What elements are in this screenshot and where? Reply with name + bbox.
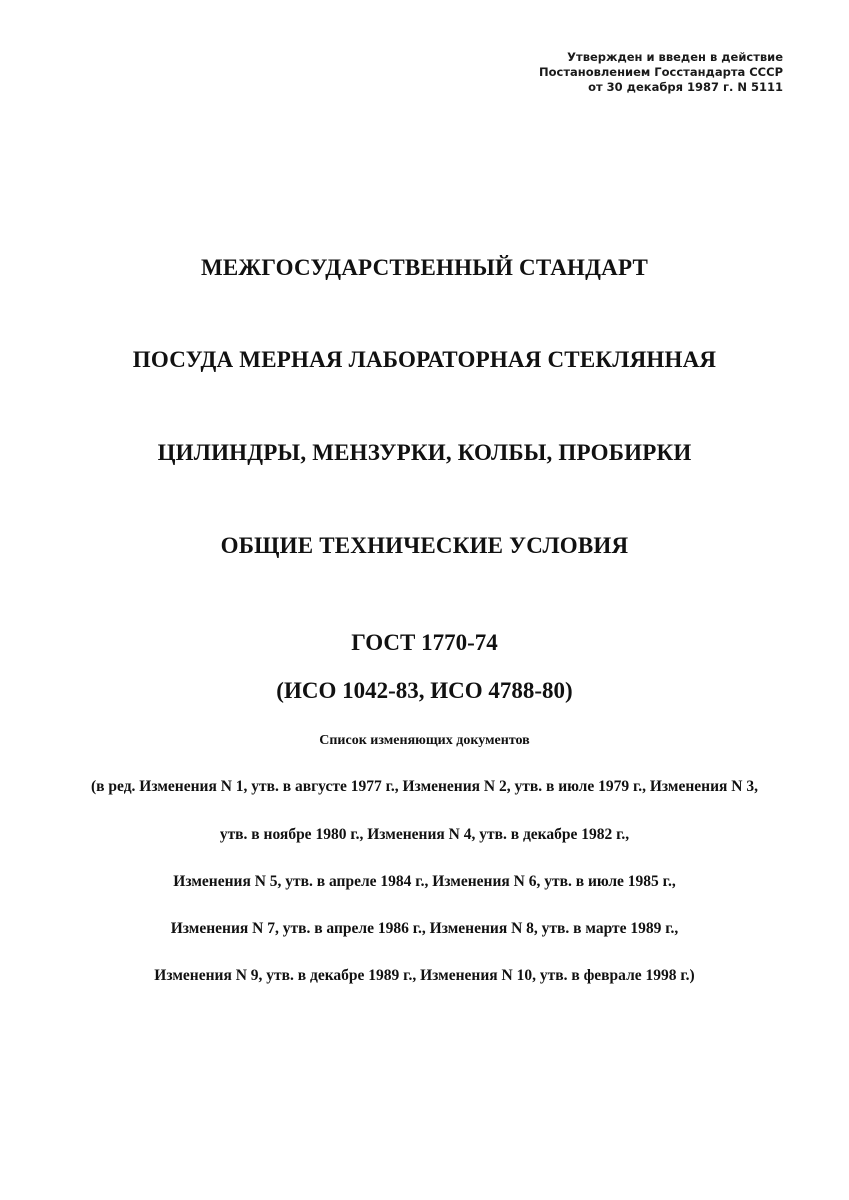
amendment-line: утв. в ноябре 1980 г., Изменения N 4, утв. в декабре 1982 г., [219,826,630,843]
amendment-line: Изменения N 5, утв. в апреле 1984 г., Изменения N 6, утв. в июле 1985 г., [173,873,676,890]
standard-type-heading: МЕЖГОСУДАРСТВЕННЫЙ СТАНДАРТ [200,255,649,280]
title-line-3: ОБЩИЕ ТЕХНИЧЕСКИЕ УСЛОВИЯ [220,533,629,558]
title-line-1: ПОСУДА МЕРНАЯ ЛАБОРАТОРНАЯ СТЕКЛЯННАЯ [132,347,717,372]
amendment-line: Изменения N 7, утв. в апреле 1986 г., Изменения N 8, утв. в марте 1989 г., [170,920,679,937]
gost-number: ГОСТ 1770-74 [351,630,498,655]
title-line-2: ЦИЛИНДРЫ, МЕНЗУРКИ, КОЛБЫ, ПРОБИРКИ [157,440,692,465]
amendment-line: Изменения N 9, утв. в декабре 1989 г., Изменения N 10, утв. в феврале 1998 г.) [154,967,695,984]
approval-line: Утвержден и введен в действие [567,50,783,64]
amendment-line: (в ред. Изменения N 1, утв. в августе 1977 г., Изменения N 2, утв. в июле 1979 г., Изменения N 3, [91,778,758,795]
amendments-heading: Список изменяющих документов [319,733,530,748]
approval-line: Постановлением Госстандарта СССР [538,65,783,79]
approval-line: от 30 декабря 1987 г. N 5111 [588,80,783,94]
approval-note [539,50,783,95]
iso-references: (ИСО 1042-83, ИСО 4788-80) [276,678,573,703]
